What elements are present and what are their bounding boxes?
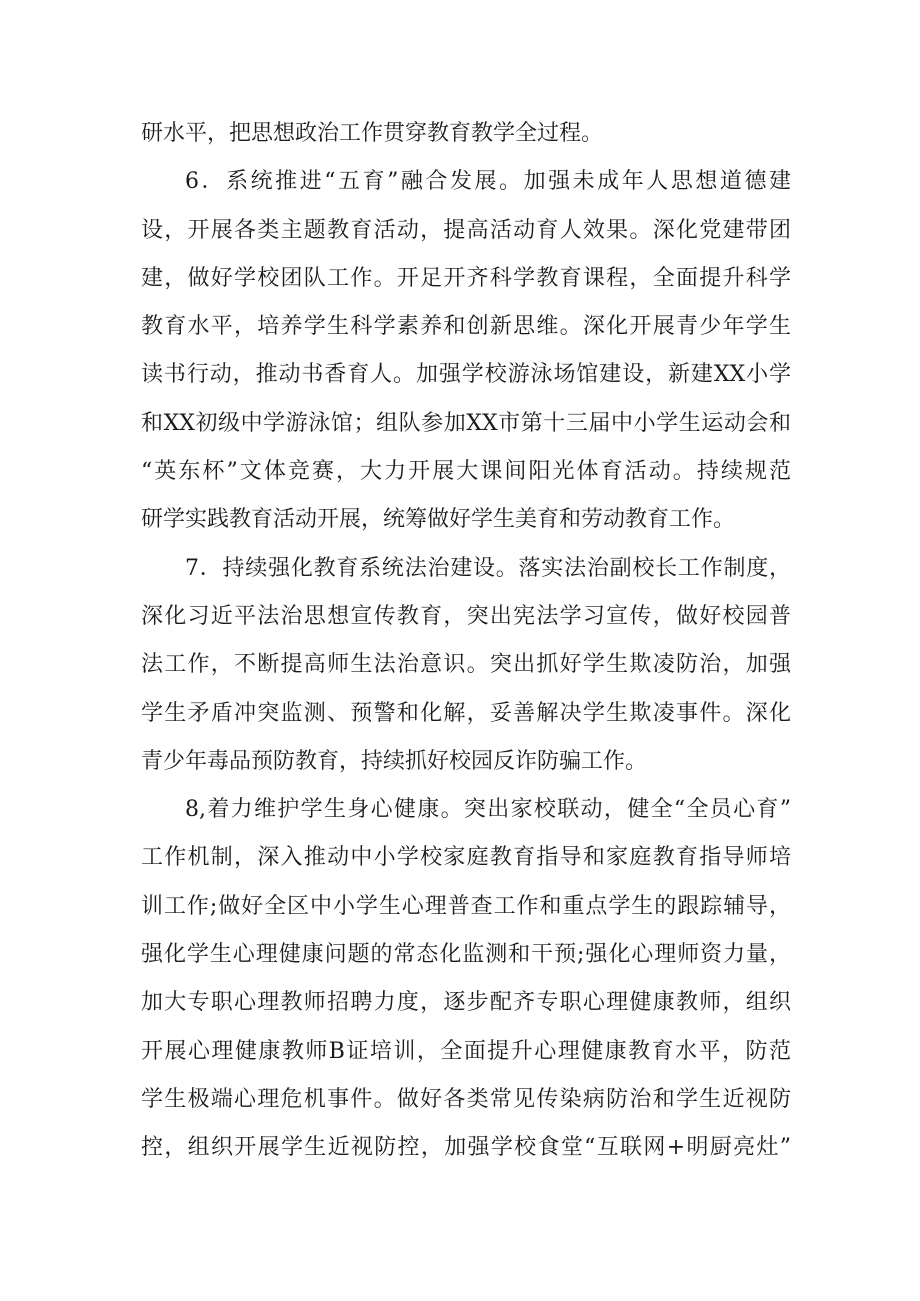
text-line: 研水平，把思想政治工作贯穿教育教学全过程。	[141, 121, 604, 146]
body-text	[141, 110, 791, 1173]
text-line: 学生极端心理危机事件。做好各类常见传染病防治和学生近视防	[141, 1086, 791, 1112]
text-line: 强化学生心理健康问题的常态化监测和干预;强化心理师资力量，	[141, 942, 791, 968]
text-line: 开展心理健康教师B证培训，全面提升心理健康教育水平，防范	[141, 1038, 791, 1064]
text-line: 加大专职心理教师招聘力度，逐步配齐专职心理健康教师，组织	[141, 990, 791, 1016]
text-line: 青少年毒品预防教育，持续抓好校园反诈防骗工作。	[141, 748, 648, 774]
text-line: 训工作;做好全区中小学生心理普查工作和重点学生的跟踪辅导，	[141, 893, 791, 919]
text-line: 工作机制，深入推动中小学校家庭教育指导和家庭教育指导师培	[141, 845, 791, 871]
text-line: 7．持续强化教育系统法治建设。落实法治副校长工作制度，	[185, 555, 791, 581]
text-line: 读书行动，推动书香育人。加强学校游泳场馆建设，新建XX小学	[141, 362, 791, 388]
text-line: 建，做好学校团队工作。开足开齐科学教育课程，全面提升科学	[141, 265, 791, 291]
text-line: “英东杯”文体竞赛，大力开展大课间阳光体育活动。持续规范	[141, 459, 791, 485]
text-line: 研学实践教育活动开展，统筹做好学生美育和劳动教育工作。	[141, 507, 736, 533]
text-line: 学生矛盾冲突监测、预警和化解，妥善解决学生欺凌事件。深化	[141, 700, 791, 726]
text-line: 8,着力维护学生身心健康。突出家校联动，健全“全员心育”	[185, 797, 791, 823]
text-line: 教育水平，培养学生科学素养和创新思维。深化开展青少年学生	[141, 314, 791, 340]
text-line: 6．系统推进“五育”融合发展。加强未成年人思想道德建	[185, 169, 791, 195]
text-line: 深化习近平法治思想宣传教育，突出宪法学习宣传，做好校园普	[141, 603, 791, 629]
text-line: 和XX初级中学游泳馆；组队参加XX市第十三届中小学生运动会和	[141, 410, 791, 436]
text-line: 设，开展各类主题教育活动，提高活动育人效果。深化党建带团	[141, 217, 791, 243]
text-line: 法工作，不断提高师生法治意识。突出抓好学生欺凌防治，加强	[141, 652, 791, 678]
text-line: 控，组织开展学生近视防控，加强学校食堂“互联网+明厨亮灶”	[141, 1135, 791, 1161]
